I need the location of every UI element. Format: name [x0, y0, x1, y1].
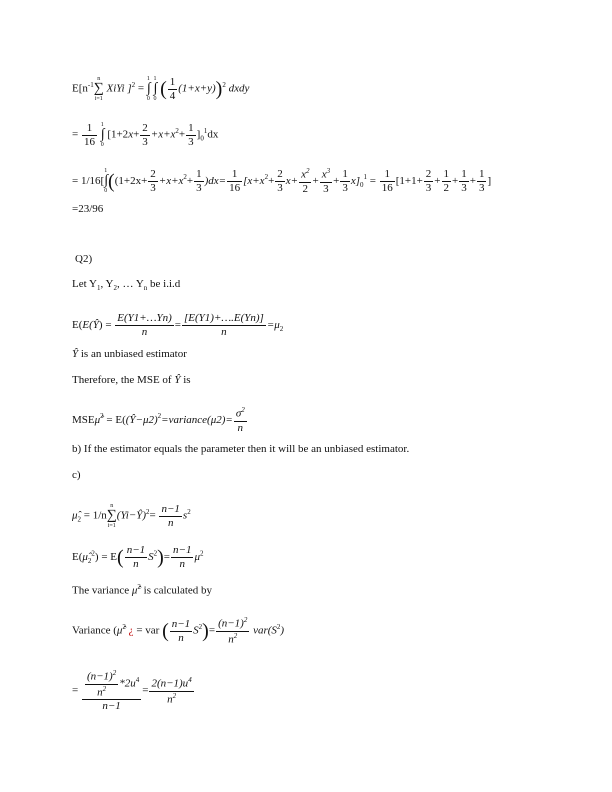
- iid-d: be i.i.d: [147, 278, 181, 290]
- frac-num: [299, 168, 311, 183]
- paren-open: (: [160, 78, 167, 100]
- q1-eq2-frac: [82, 123, 97, 148]
- q1-eq3-bracket: [x+x: [243, 174, 265, 187]
- frac-den-base: n: [167, 693, 173, 706]
- compound-fraction: [82, 670, 141, 712]
- frac-num-base: 2(n−1)u: [151, 677, 189, 690]
- q1-eq3-close: )dx=: [204, 174, 227, 187]
- mse-frac: [234, 407, 247, 434]
- result-frac: [149, 677, 193, 705]
- q2-c-eq1: [72, 503, 191, 529]
- sub: 0: [359, 181, 364, 190]
- sigma-glyph: ∑: [106, 508, 117, 523]
- sum-upper: n: [110, 503, 114, 509]
- q2-part-c-label: [72, 470, 81, 481]
- q1-eq2-sub: 0: [200, 134, 204, 143]
- q1-eq1-inner: (1+x+y): [178, 82, 216, 95]
- frac-1: [115, 313, 173, 338]
- frac-den: 3: [188, 135, 194, 148]
- q1-equation-1: [72, 76, 249, 102]
- part-b-text: b) If the estimator equals the parameter then it will be an unbiased estimator.: [72, 443, 410, 455]
- frac-den: 3: [342, 181, 348, 194]
- therefore-a: Therefore, the MSE of: [72, 374, 175, 386]
- q2-variance-eq: [72, 617, 284, 645]
- equals: =: [366, 174, 379, 187]
- paren-open: (: [108, 170, 115, 193]
- S: S: [193, 624, 199, 637]
- exp: 2: [137, 583, 141, 591]
- exp: 2: [153, 549, 158, 558]
- frac-num: 2: [150, 167, 156, 180]
- mu-hat: μ̂: [116, 624, 123, 637]
- frac-den: 3: [150, 181, 156, 194]
- mse-c: (Ŷ−μ2): [125, 413, 158, 426]
- exp-c: ): [98, 319, 103, 332]
- q1-eq3-br2: [1+1+: [395, 174, 423, 187]
- q1-equation-3: [72, 168, 491, 195]
- exp-b: E(: [82, 319, 93, 332]
- integral-glyph: ∫: [104, 173, 109, 189]
- c2-frac2: [171, 545, 193, 570]
- q1-eq2-exp: 2: [175, 126, 179, 135]
- q1-eq1-outer-exp: 2: [222, 80, 226, 89]
- q1-eq2-plus: +: [133, 128, 140, 141]
- f-a: =: [72, 684, 81, 697]
- int-upper: 1: [100, 122, 104, 128]
- equals: =: [174, 319, 181, 332]
- frac-h: [380, 169, 395, 194]
- frac-den: 16: [381, 181, 393, 194]
- frac-num: n−1: [173, 544, 192, 556]
- int-upper: 1: [104, 168, 108, 175]
- c2-a: E(: [72, 551, 83, 564]
- mu: =μ: [266, 319, 280, 332]
- frac-f: [320, 168, 332, 195]
- part-c-label: c): [72, 469, 81, 481]
- iid-subn: n: [143, 284, 148, 293]
- frac-num: [234, 407, 247, 422]
- v-d: var(S: [250, 624, 277, 637]
- frac-den: n: [167, 516, 174, 529]
- S: S: [148, 551, 154, 564]
- q1-eq1-exp: -1: [87, 80, 94, 89]
- frac-num: n−1: [161, 502, 180, 515]
- exp: 2: [100, 412, 104, 421]
- exp: 2: [276, 623, 281, 632]
- unbiased-text: is an unbiased estimator: [78, 348, 187, 360]
- q2-iid-line: [72, 279, 180, 292]
- frac-k: [459, 169, 469, 194]
- int-upper: 1: [146, 76, 150, 82]
- frac-num: 1: [169, 75, 176, 88]
- frac-e: [299, 168, 311, 195]
- exp: 4: [188, 676, 192, 684]
- q1-eq2-dx: dx: [207, 128, 219, 141]
- equals: =: [142, 684, 149, 697]
- frac-i: [424, 169, 434, 194]
- paren-open: (: [162, 620, 169, 643]
- frac-num: 1: [188, 121, 194, 134]
- q1-eq1-fraction: [168, 77, 178, 102]
- mu-hat: μ̂: [72, 509, 78, 522]
- exp: 2: [91, 549, 95, 558]
- frac-c: [227, 169, 242, 194]
- q2-heading: [75, 254, 92, 265]
- q2-final-eq: [72, 670, 195, 712]
- c1-b: = 1/n: [81, 509, 107, 522]
- bracket-close: ]: [487, 174, 492, 187]
- frac-den: n: [141, 326, 148, 338]
- frac-num-base: x: [301, 168, 306, 181]
- plus: +: [268, 174, 275, 187]
- iid-b: , Y: [100, 278, 114, 290]
- frac-l: [477, 169, 487, 194]
- mse-a: MSE: [72, 413, 95, 426]
- q2-mse: [72, 407, 248, 434]
- q1-eq2-open: [1+2: [107, 128, 129, 141]
- exp: 2: [243, 616, 248, 624]
- frac-num: 2: [142, 121, 148, 134]
- int-upper-2: 1: [153, 76, 157, 82]
- c2-b: ) = E: [94, 551, 118, 564]
- frac-num: [85, 670, 118, 685]
- frac-den-base: n: [228, 633, 234, 646]
- plus: +: [333, 174, 340, 187]
- c2-frac1: [125, 545, 147, 570]
- therefore-b: is: [180, 374, 191, 386]
- int-lower: 0: [146, 96, 150, 102]
- frac-den: 3: [196, 181, 202, 194]
- q1-eq2-plus2: +: [178, 128, 186, 141]
- q1-eq1-body: iYi ]: [113, 82, 132, 95]
- result-text: =23/96: [72, 203, 104, 215]
- v-frac1: [170, 619, 192, 644]
- exp: 2: [146, 507, 150, 516]
- q1-eq1-dxdy: dxdy: [228, 82, 250, 95]
- exp: 4: [135, 676, 140, 685]
- iid-sub2: 2: [113, 284, 117, 293]
- integral-symbol: [147, 76, 151, 102]
- q2-variance-intro: [72, 584, 212, 597]
- v-b: = var: [133, 624, 163, 637]
- plus: +: [312, 174, 319, 187]
- q2-unbiased: [72, 349, 187, 360]
- integral-symbol-2: [153, 76, 157, 102]
- c1-frac: [159, 504, 181, 529]
- v-frac2: [216, 617, 249, 645]
- v-e: ): [280, 624, 285, 637]
- frac-g: [340, 169, 350, 194]
- plus: +: [434, 174, 441, 187]
- frac-num: 1: [380, 169, 395, 182]
- frac-den: n: [178, 631, 184, 644]
- frac-num: 1: [82, 123, 97, 136]
- q2-part-b: [72, 444, 409, 455]
- exp: 2: [233, 631, 238, 640]
- frac-num: 2: [425, 167, 432, 180]
- var-b: is calculated by: [140, 584, 213, 597]
- sup: 1: [363, 173, 367, 182]
- frac-num: 1: [342, 167, 348, 180]
- sigma-glyph: ∑: [93, 81, 104, 96]
- compound-num: [82, 670, 141, 700]
- mse-d: =variance(μ2)=: [161, 413, 233, 426]
- frac-den: 3: [478, 181, 485, 194]
- iid-sub1: 1: [96, 284, 101, 293]
- var-a: The variance: [72, 584, 132, 597]
- q1-equation-2: [72, 122, 218, 148]
- plus: +: [186, 174, 194, 187]
- frac-den: 3: [277, 181, 283, 194]
- frac-den: n: [221, 326, 227, 338]
- q1-eq1-x-tilde: X: [106, 82, 114, 95]
- plus: +: [469, 174, 476, 187]
- frac-den: n: [237, 421, 244, 434]
- exp: 2: [241, 406, 245, 414]
- summation-symbol: [94, 76, 104, 102]
- exp: 2: [183, 173, 187, 182]
- sum-lower: i=1: [107, 523, 116, 529]
- equals: =: [149, 509, 159, 522]
- exp: 3: [326, 167, 331, 175]
- iid-a: Let Y: [72, 278, 97, 290]
- compound-den: n−1: [102, 700, 121, 713]
- q1-eq1-equals: =: [135, 82, 147, 95]
- integral-glyph-2: ∫: [153, 81, 158, 96]
- y-hat: Ŷ: [92, 319, 99, 332]
- s: s: [182, 509, 188, 522]
- int-lower: 0: [104, 188, 108, 195]
- frac-b: [194, 169, 204, 194]
- sum-lower: i=1: [94, 96, 103, 102]
- frac-num-base: x: [321, 168, 327, 181]
- integral-glyph: ∫: [100, 127, 105, 142]
- frac-den: 4: [169, 89, 176, 102]
- exp: 2: [264, 173, 269, 182]
- y-hat: Ŷ: [72, 348, 79, 360]
- q1-result: [72, 204, 103, 215]
- sigma: σ: [235, 407, 242, 420]
- frac-num: 1: [443, 167, 449, 180]
- mult: *2u: [119, 677, 136, 690]
- integral-symbol: [101, 122, 105, 148]
- exp: 2: [112, 669, 117, 677]
- q1-eq3-open: (1+2x+: [114, 174, 148, 187]
- q2-expectation: [72, 313, 283, 338]
- q1-eq2-frac3: [186, 123, 196, 148]
- frac-num: E(Y1+…Yn): [117, 312, 172, 324]
- q1-eq2-x: x: [128, 128, 134, 141]
- integral-glyph: ∫: [146, 81, 151, 96]
- y-hat: Ŷ: [174, 374, 181, 386]
- frac-num: [149, 677, 193, 692]
- exp: 2: [199, 549, 204, 558]
- mu-hat: μ̂: [82, 551, 88, 564]
- frac-num: [320, 168, 332, 183]
- frac-num: 1: [478, 167, 485, 180]
- frac-num-base: (n−1): [86, 670, 113, 683]
- frac-num: [E(Y1)+….E(Yn)]: [184, 312, 264, 324]
- q1-eq3-prefix: = 1/16[: [72, 174, 105, 187]
- equals: =: [208, 624, 216, 637]
- sum-upper: n: [97, 76, 101, 82]
- frac-num: n−1: [171, 617, 191, 630]
- int-lower: 0: [100, 142, 104, 148]
- inner-frac: [85, 670, 118, 698]
- exp: 2: [122, 623, 126, 632]
- inverted-question-mark: ¿: [125, 624, 134, 637]
- paren-close: ): [157, 546, 164, 569]
- frac-den: n: [133, 558, 139, 570]
- exp: 2: [157, 412, 162, 421]
- sub: 2: [77, 515, 82, 524]
- mu: μ: [194, 551, 200, 564]
- q1-eq3-x: x+: [285, 174, 299, 187]
- frac-den: [216, 632, 249, 646]
- q2-heading-text: Q2): [75, 253, 93, 265]
- mu-hat: μ̂: [94, 413, 101, 426]
- frac-den: [85, 685, 118, 699]
- frac-den: 16: [229, 181, 241, 194]
- v-a: Variance (: [72, 624, 117, 637]
- q1-eq2-close: ]: [196, 128, 201, 141]
- q1-eq1-lhs: E[n: [72, 82, 88, 95]
- mse-b: = E(: [103, 413, 126, 426]
- q1-eq2-prefix: =: [72, 128, 81, 141]
- frac-den: 2: [302, 182, 309, 195]
- frac-2: [182, 313, 266, 338]
- exp: 2: [102, 684, 107, 693]
- c1-c: (Yi−Ŷ): [116, 509, 147, 522]
- exp: 2: [172, 691, 177, 700]
- mu-hat: μ̂: [131, 584, 138, 597]
- frac-den: 3: [323, 182, 329, 195]
- mu-sub: 2: [279, 325, 284, 334]
- frac-den: 3: [425, 181, 432, 194]
- int-lower-2: 0: [153, 96, 157, 102]
- frac-num: n−1: [126, 544, 146, 556]
- paren-close: ): [202, 620, 209, 643]
- frac-num: 1: [227, 169, 242, 182]
- frac-a: [148, 169, 158, 194]
- frac-j: [442, 169, 452, 194]
- frac-den: [149, 692, 193, 706]
- iid-c: , … Y: [117, 278, 144, 290]
- q1-eq3-mid: +x+x: [158, 174, 184, 187]
- frac-den: 16: [83, 135, 95, 148]
- exp: 2: [187, 507, 191, 516]
- q1-eq3-x2: x]: [350, 174, 360, 187]
- q1-eq2-rest: +x+x: [150, 128, 176, 141]
- equals: =: [102, 319, 115, 332]
- sub: 2: [87, 557, 92, 566]
- q2-therefore: [72, 375, 191, 386]
- q1-eq1-exp2: 2: [131, 80, 136, 89]
- frac-d: [275, 169, 285, 194]
- frac-num: 2: [277, 167, 283, 180]
- frac-den-base: n: [97, 686, 103, 699]
- q1-eq2-sup: 1: [203, 126, 208, 135]
- frac-num: 1: [196, 167, 202, 180]
- paren-close: ): [215, 78, 223, 100]
- frac-num-base: (n−1): [218, 617, 244, 630]
- q2-c-eq2: [72, 545, 203, 570]
- frac-num: 1: [461, 167, 467, 180]
- summation-symbol: [107, 503, 117, 529]
- q1-eq2-frac2: [140, 123, 150, 148]
- frac-den: 2: [443, 181, 449, 194]
- paren-open: (: [117, 546, 124, 569]
- exp-a: E(: [72, 319, 83, 332]
- plus: +: [452, 174, 459, 187]
- frac-num: [216, 617, 249, 632]
- frac-den: n: [179, 558, 185, 570]
- frac-den: 3: [142, 135, 148, 148]
- exp: 2: [198, 623, 203, 632]
- exp: 2: [305, 167, 310, 175]
- equals: =: [163, 551, 171, 564]
- frac-den: 3: [461, 181, 467, 194]
